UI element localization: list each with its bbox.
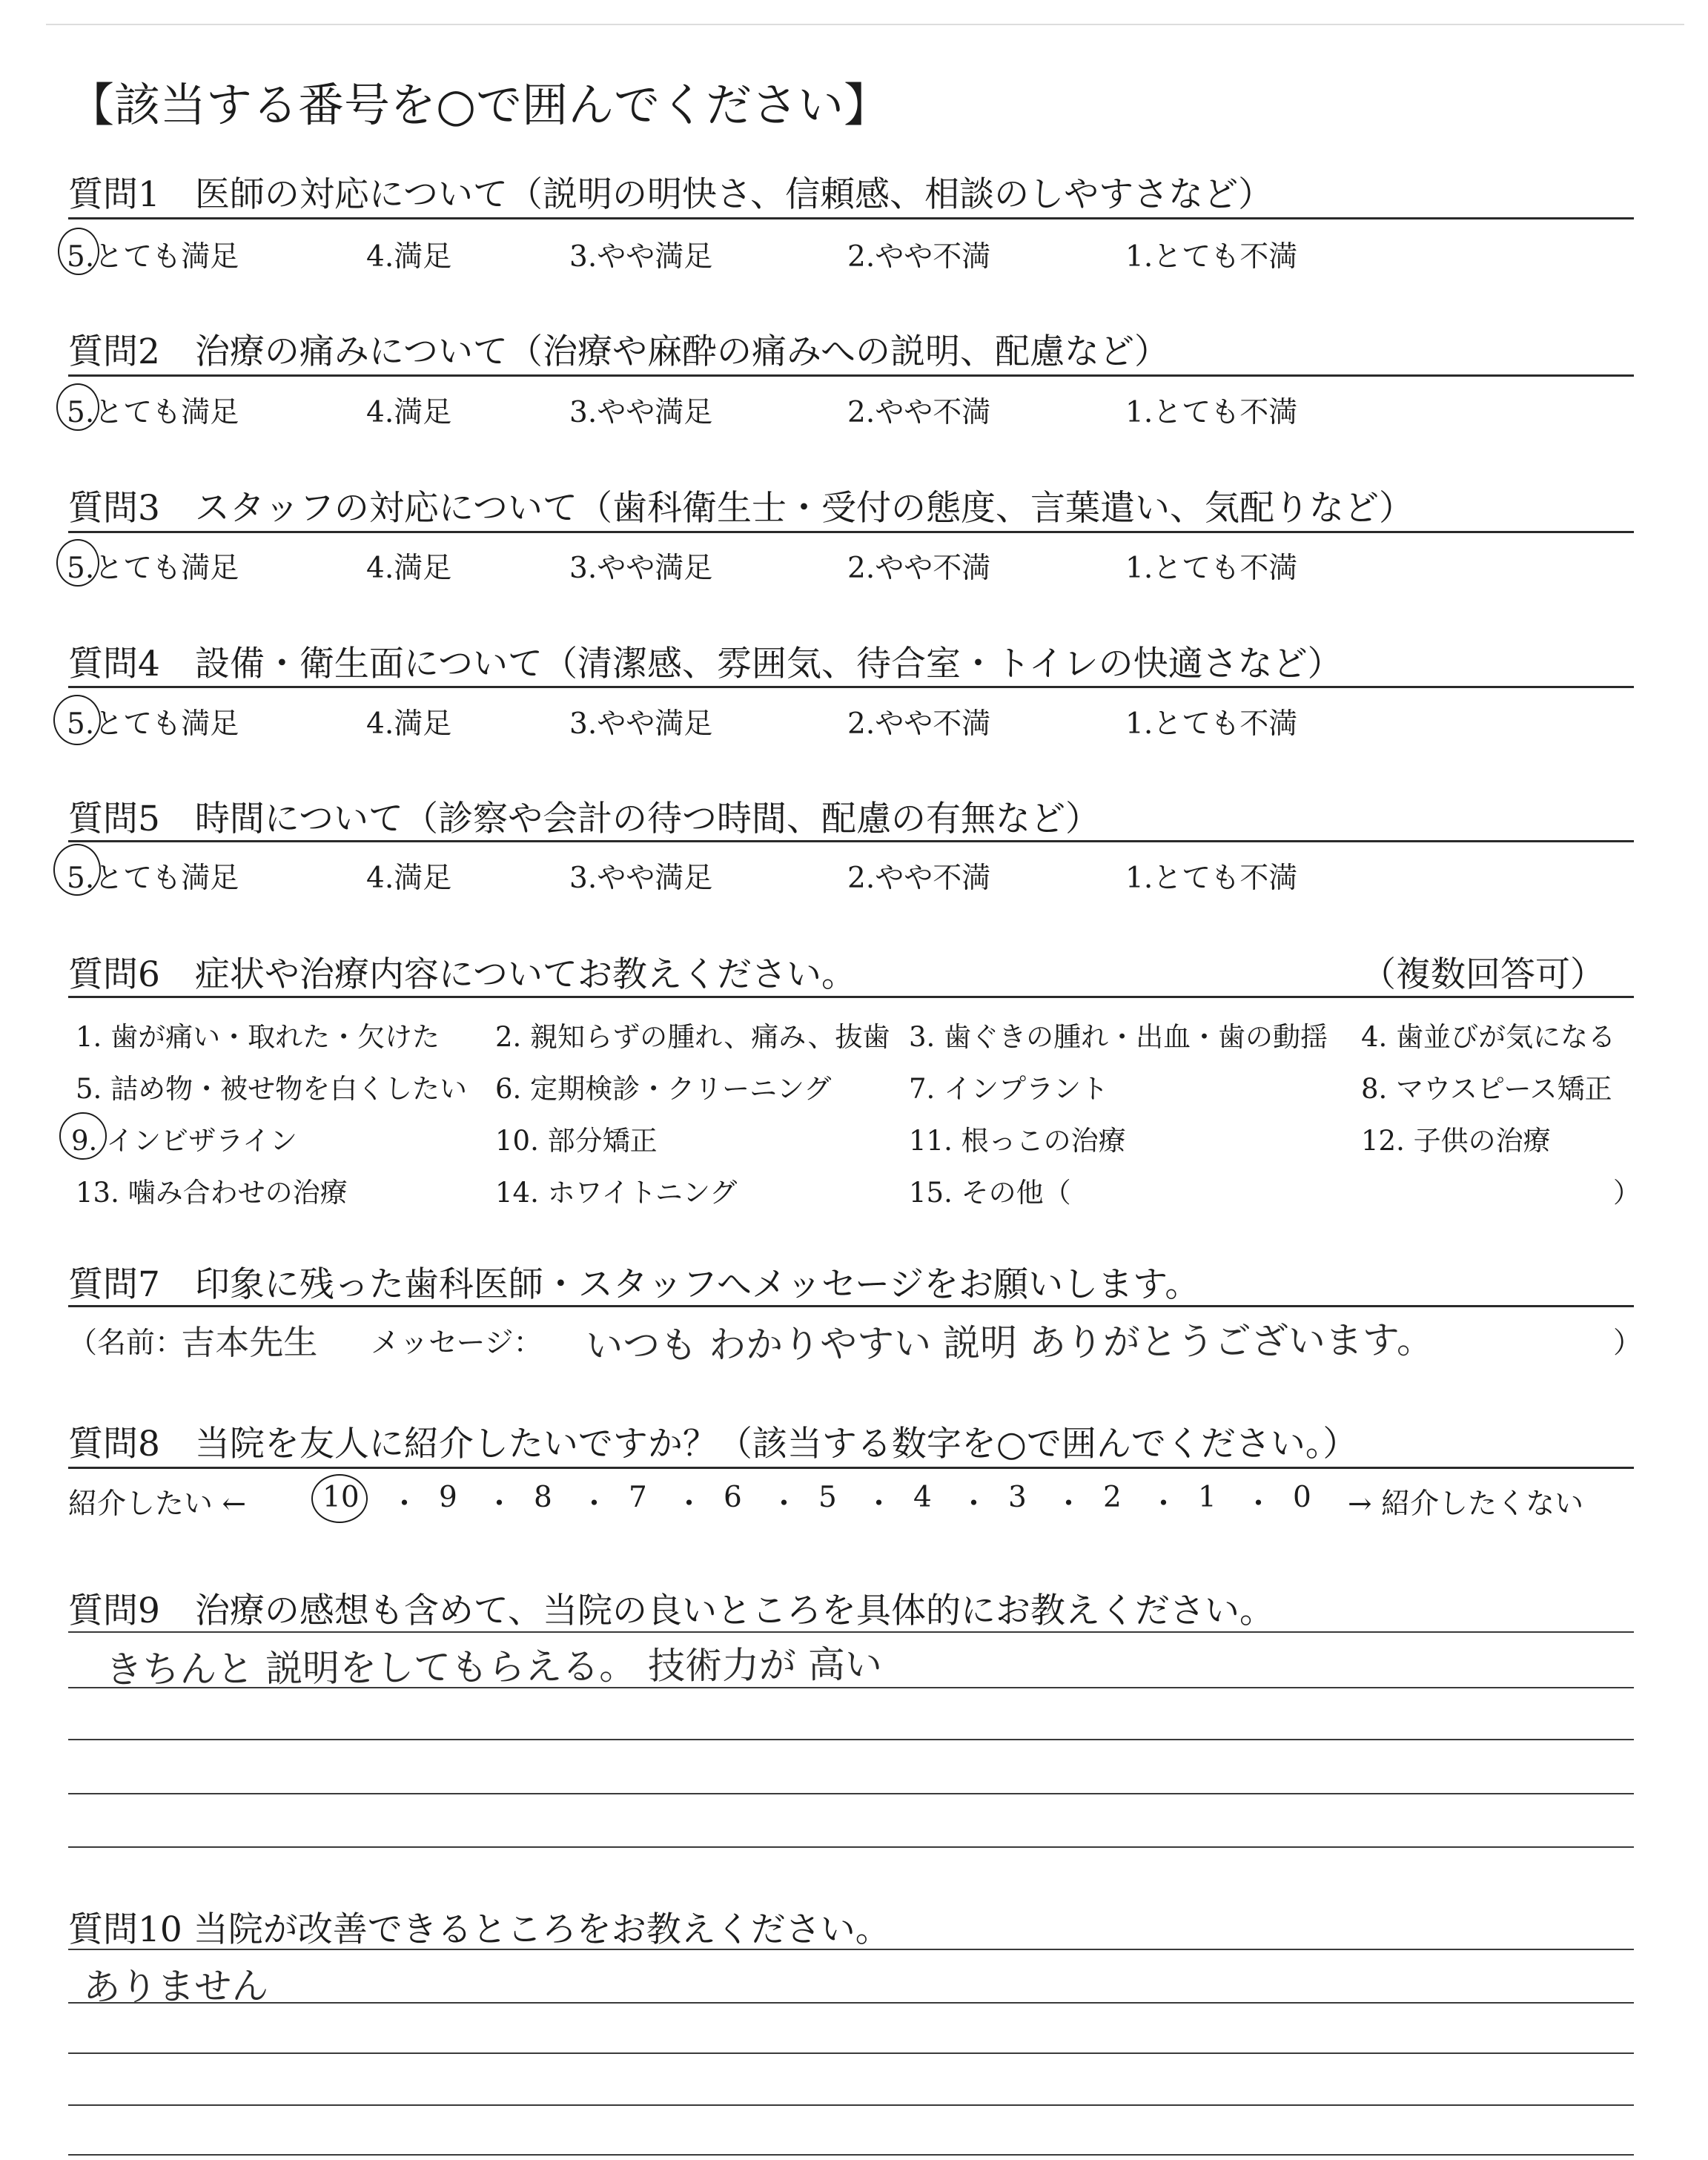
q7-name-value[interactable]: 吉本先生 [181,1321,318,1363]
question-7-heading: 質問7 印象に残った歯科医師・スタッフへメッセージをお願いします。 [68,1264,1200,1305]
q8-scale-dot: ・ [959,1487,989,1521]
question-2-heading: 質問2 治療の痛みについて（治療や麻酔の痛みへの説明、配慮など） [68,331,1170,372]
q6-option-4[interactable]: 4. 歯並びが気になる [1361,1021,1616,1053]
q8-left-label: 紹介したい ← [68,1487,247,1521]
q4-option-2[interactable]: 2.やや不満 [847,707,991,741]
q8-scale-dot: ・ [769,1487,799,1521]
q8-scale-5[interactable]: 5 [818,1481,837,1514]
answer-line [68,1631,1634,1633]
form-title: 【該当する番号を○で囲んでください】 [68,78,890,132]
q6-option-2[interactable]: 2. 親知らずの腫れ、痛み、抜歯 [495,1021,890,1053]
question-3-heading: 質問3 スタッフの対応について（歯科衛生士・受付の態度、言葉遣い、気配りなど） [68,488,1414,529]
question-5-heading: 質問5 時間について（診察や会計の待つ時間、配慮の有無など） [68,799,1100,839]
q5-option-2[interactable]: 2.やや不満 [847,862,991,895]
answer-line [68,2052,1634,2054]
divider [68,840,1634,842]
divider [68,531,1634,533]
q8-scale-dot: ・ [864,1487,894,1521]
q6-option-3[interactable]: 3. 歯ぐきの腫れ・出血・歯の動揺 [909,1021,1328,1053]
divider [68,1305,1634,1307]
answer-line [68,1687,1634,1688]
q3-option-5[interactable]: 5.とても満足 [67,552,239,585]
q6-option-12[interactable]: 12. 子供の治療 [1361,1125,1551,1157]
divider [68,1467,1634,1469]
q8-scale-10[interactable]: 10 [322,1481,360,1514]
question-4-heading: 質問4 設備・衛生面について（清潔感、雰囲気、待合室・トイレの快適さなど） [68,644,1343,684]
question-10-heading: 質問10 当院が改善できるところをお教えください。 [68,1909,890,1950]
answer-line [68,1739,1634,1740]
q8-scale-3[interactable]: 3 [1008,1481,1027,1514]
q7-message-value[interactable]: いつも わかりやすい 説明 ありがとうございます。 [586,1318,1434,1367]
answer-line [68,2002,1634,2004]
answer-line [68,2104,1634,2106]
q3-selection-circle [56,539,99,587]
q6-option-14[interactable]: 14. ホワイトニング [495,1177,738,1209]
q1-option-3[interactable]: 3.やや満足 [569,240,713,274]
q8-scale-dot: ・ [390,1487,420,1521]
q1-option-1[interactable]: 1.とても不満 [1125,240,1298,274]
divider [68,686,1634,688]
q1-option-2[interactable]: 2.やや不満 [847,240,991,274]
q5-selection-circle [53,844,101,896]
q4-selection-circle [53,695,101,745]
q6-option-9[interactable]: 9. インビザライン [71,1125,297,1157]
q8-scale-9[interactable]: 9 [439,1481,457,1514]
q6-selection-circle [59,1112,107,1160]
q7-name-label: （名前： [68,1327,185,1360]
q6-option-10[interactable]: 10. 部分矯正 [495,1125,658,1157]
q4-option-4[interactable]: 4.満足 [366,707,452,741]
q3-option-3[interactable]: 3.やや満足 [569,552,713,585]
q8-scale-7[interactable]: 7 [629,1481,647,1514]
q8-scale-dot: ・ [1054,1487,1084,1521]
q8-scale-0[interactable]: 0 [1293,1481,1311,1514]
question-6-note: （複数回答可） [1361,954,1605,995]
q8-scale-dot: ・ [580,1487,609,1521]
q5-option-1[interactable]: 1.とても不満 [1125,862,1298,895]
divider [68,996,1634,998]
q4-option-1[interactable]: 1.とても不満 [1125,707,1298,741]
q3-option-4[interactable]: 4.満足 [366,552,452,585]
q5-option-4[interactable]: 4.満足 [366,862,452,895]
question-1-heading: 質問1 医師の対応について（説明の明快さ、信頼感、相談のしやすさなど） [68,174,1274,215]
q1-option-5[interactable]: 5.とても満足 [67,240,239,274]
q8-scale-dot: ・ [485,1487,514,1521]
q6-option-8[interactable]: 8. マウスピース矯正 [1361,1073,1612,1105]
q8-scale-1[interactable]: 1 [1198,1481,1217,1514]
answer-line [68,1949,1634,1950]
question-8-heading: 質問8 当院を友人に紹介したいですか？（該当する数字を○で囲んでください。） [68,1424,1358,1464]
q5-option-3[interactable]: 3.やや満足 [569,862,713,895]
q8-scale-6[interactable]: 6 [724,1481,742,1514]
q6-option-1[interactable]: 1. 歯が痛い・取れた・欠けた [76,1021,440,1053]
q3-option-2[interactable]: 2.やや不満 [847,552,991,585]
q1-selection-circle [58,228,99,275]
q7-message-label: メッセージ： [371,1327,543,1360]
q4-option-5[interactable]: 5.とても満足 [67,707,239,741]
q8-scale-8[interactable]: 8 [534,1481,552,1514]
q7-close-paren: ） [1613,1327,1643,1360]
q8-scale-dot: ・ [1244,1487,1274,1521]
q2-option-3[interactable]: 3.やや満足 [569,396,713,429]
divider [68,217,1634,219]
q2-option-1[interactable]: 1.とても不満 [1125,396,1298,429]
q8-selection-circle [311,1474,368,1523]
q3-option-1[interactable]: 1.とても不満 [1125,552,1298,585]
divider [68,374,1634,377]
q6-option-6[interactable]: 6. 定期検診・クリーニング [495,1073,832,1105]
q6-other-close-paren: ） [1613,1177,1641,1209]
question-6-heading: 質問6 症状や治療内容についてお教えください。 [68,954,856,995]
q2-option-4[interactable]: 4.満足 [366,396,452,429]
question-9-heading: 質問9 治療の感想も含めて、当院の良いところを具体的にお教えください。 [68,1591,1274,1631]
answer-line [68,1846,1634,1848]
q9-answer[interactable]: きちんと 説明をしてもらえる。 技術力が 高い [105,1642,883,1691]
q6-option-11[interactable]: 11. 根っこの治療 [909,1125,1126,1157]
q8-scale-dot: ・ [675,1487,704,1521]
q1-option-4[interactable]: 4.満足 [366,240,452,274]
q6-option-7[interactable]: 7. インプラント [909,1073,1109,1105]
answer-line [68,2154,1634,2156]
q6-option-15[interactable]: 15. その他（ [909,1177,1071,1209]
q8-scale-dot: ・ [1149,1487,1179,1521]
q2-option-2[interactable]: 2.やや不満 [847,396,991,429]
q2-option-5[interactable]: 5.とても満足 [67,396,239,429]
q8-scale-2[interactable]: 2 [1103,1481,1122,1514]
q2-selection-circle [56,383,99,431]
q6-option-5[interactable]: 5. 詰め物・被せ物を白くしたい [76,1073,468,1105]
q4-option-3[interactable]: 3.やや満足 [569,707,713,741]
q5-option-5[interactable]: 5.とても満足 [67,862,239,895]
q6-option-13[interactable]: 13. 噛み合わせの治療 [76,1177,348,1209]
q8-scale-4[interactable]: 4 [913,1481,932,1514]
q10-answer[interactable]: ありません [83,1964,269,2009]
scan-edge [46,24,1684,25]
q8-right-label: → 紹介したくない [1348,1487,1584,1521]
answer-line [68,1793,1634,1794]
